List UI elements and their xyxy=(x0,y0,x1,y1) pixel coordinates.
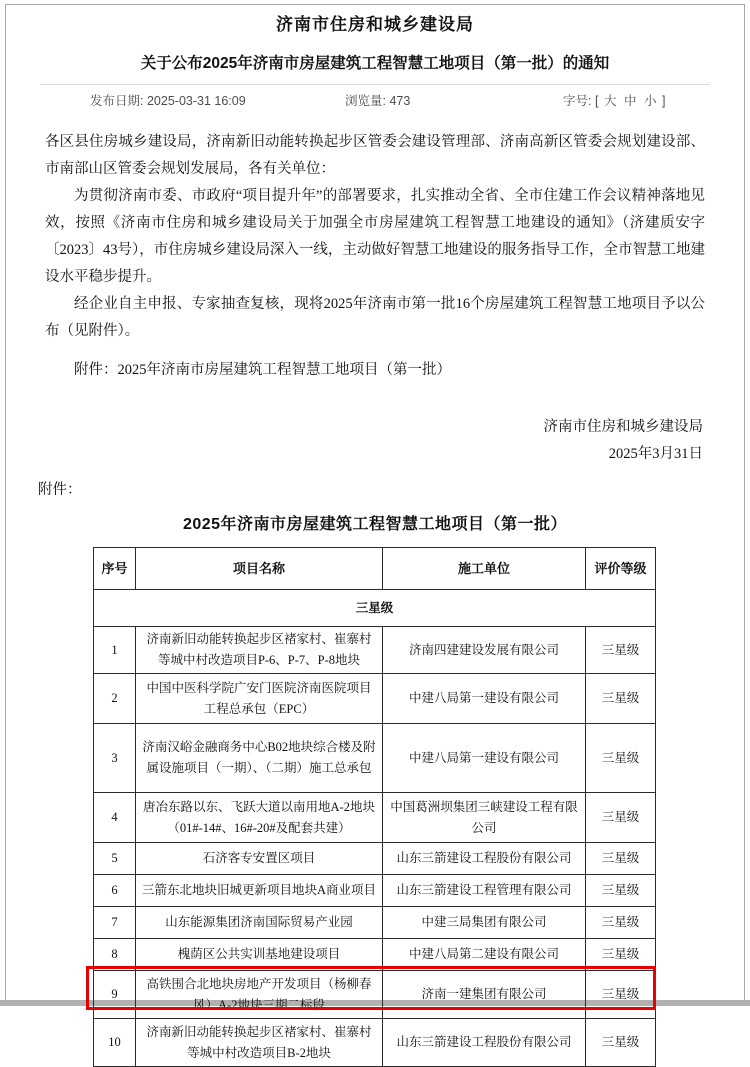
project-table xyxy=(93,547,656,1067)
table-header-row xyxy=(94,548,656,590)
cell-no: 7 xyxy=(94,907,136,939)
cell-grade: 三星级 xyxy=(586,971,656,1019)
cell-project: 三箭东北地块旧城更新项目地块A商业项目 xyxy=(136,875,383,907)
signature-block xyxy=(45,414,705,468)
group-row-three-star xyxy=(94,590,656,627)
cell-grade: 三星级 xyxy=(586,674,656,724)
site-title: 济南市住房和城乡建设局 xyxy=(276,15,474,34)
cell-company: 中建三局集团有限公司 xyxy=(383,907,586,939)
cell-company: 济南四建建设发展有限公司 xyxy=(383,627,586,674)
table-row xyxy=(94,627,656,674)
table-row xyxy=(94,939,656,971)
notice-body xyxy=(45,129,705,468)
body-paragraph-1: 为贯彻济南市委、市政府“项目提升年”的部署要求，扎实推动全省、全市住建工作会议精神落地见效，按照《济南市住房和城乡建设局关于加强全市房屋建筑工程智慧工地建设的通知》（济建质安字〔2023〕43号），市住房城乡建设局深入一线，主动做好智慧工地建设的服务指导工作，全市智慧工地建设水平稳步提升。 xyxy=(45,188,705,285)
view-count-value: 473 xyxy=(389,94,411,108)
cell-project: 槐荫区公共实训基地建设项目 xyxy=(136,939,383,971)
table-row xyxy=(94,674,656,724)
cell-grade: 三星级 xyxy=(586,793,656,843)
cell-project: 唐冶东路以东、飞跃大道以南用地A-2地块（01#-14#、16#-20#及配套共建） xyxy=(136,793,383,843)
meta-bar xyxy=(0,85,750,109)
table-row xyxy=(94,907,656,939)
publish-date xyxy=(90,91,246,109)
cell-grade: 三星级 xyxy=(586,939,656,971)
cell-grade: 三星级 xyxy=(586,843,656,875)
cell-company: 山东三箭建设工程股份有限公司 xyxy=(383,843,586,875)
signature-date: 2025年3月31日 xyxy=(608,446,703,462)
table-row-highlighted xyxy=(94,971,656,1019)
cell-project: 济南汉峪金融商务中心B02地块综合楼及附属设施项目（一期）、（二期）施工总承包 xyxy=(136,724,383,793)
cell-grade: 三星级 xyxy=(586,724,656,793)
cell-grade: 三星级 xyxy=(586,627,656,674)
font-size-control xyxy=(563,91,665,109)
project-table-wrap xyxy=(93,547,655,1067)
group-label: 三星级 xyxy=(94,590,656,627)
notice-title: 关于公布2025年济南市房屋建筑工程智慧工地项目（第一批）的通知 xyxy=(140,55,610,72)
cell-no: 4 xyxy=(94,793,136,843)
cell-company: 山东三箭建设工程管理有限公司 xyxy=(383,875,586,907)
cell-no: 3 xyxy=(94,724,136,793)
cell-no: 1 xyxy=(94,627,136,674)
cell-grade: 三星级 xyxy=(586,907,656,939)
cell-grade: 三星级 xyxy=(586,875,656,907)
header-company: 施工单位 xyxy=(383,548,586,590)
cell-project: 山东能源集团济南国际贸易产业园 xyxy=(136,907,383,939)
font-size-bracket-open: [ xyxy=(594,94,599,108)
table-row xyxy=(94,875,656,907)
font-size-bracket-close: ] xyxy=(661,94,666,108)
cell-no: 2 xyxy=(94,674,136,724)
table-row xyxy=(94,843,656,875)
font-size-medium-button[interactable]: 中 xyxy=(623,94,637,108)
cell-company: 中建八局第一建设有限公司 xyxy=(383,724,586,793)
font-size-large-button[interactable]: 大 xyxy=(603,94,617,108)
cell-company: 山东三箭建设工程股份有限公司 xyxy=(383,1019,586,1067)
cell-no: 8 xyxy=(94,939,136,971)
table-row xyxy=(94,1019,656,1067)
cell-company: 中国葛洲坝集团三峡建设工程有限公司 xyxy=(383,793,586,843)
attachment-table-title: 2025年济南市房屋建筑工程智慧工地项目（第一批） xyxy=(182,516,568,533)
view-count-label: 浏览量: xyxy=(345,94,386,108)
table-row xyxy=(94,793,656,843)
publish-date-label: 发布日期: xyxy=(90,94,144,108)
cell-project: 中国中医科学院广安门医院济南医院项目工程总承包（EPC） xyxy=(136,674,383,724)
cell-company: 济南一建集团有限公司 xyxy=(383,971,586,1019)
cell-company: 中建八局第一建设有限公司 xyxy=(383,674,586,724)
cell-project: 石济客专安置区项目 xyxy=(136,843,383,875)
header-project: 项目名称 xyxy=(136,548,383,590)
table-row xyxy=(94,724,656,793)
cell-company: 中建八局第二建设有限公司 xyxy=(383,939,586,971)
salutation-paragraph: 各区县住房城乡建设局，济南新旧动能转换起步区管委会建设管理部、济南高新区管委会规划建设部、市南部山区管委会规划发展局，各有关单位： xyxy=(45,134,705,177)
cell-project: 高铁围合北地块房地产开发项目（杨柳春风）A-2地块三期二标段 xyxy=(136,971,383,1019)
cell-no: 10 xyxy=(94,1019,136,1067)
signature-org: 济南市住房和城乡建设局 xyxy=(543,419,703,435)
body-paragraph-2: 经企业自主申报、专家抽查复核，现将2025年济南市第一批16个房屋建筑工程智慧工地项目予以公布（见附件）。 xyxy=(45,296,705,339)
cell-grade: 三星级 xyxy=(586,1019,656,1067)
publish-date-value: 2025-03-31 16:09 xyxy=(146,94,246,108)
cell-project: 济南新旧动能转换起步区褚家村、崔寨村等城中村改造项目B-2地块 xyxy=(136,1019,383,1067)
cell-no: 5 xyxy=(94,843,136,875)
attachment-reference: 附件：2025年济南市房屋建筑工程智慧工地项目（第一批） xyxy=(74,362,451,378)
view-count xyxy=(345,91,410,109)
header-grade: 评价等级 xyxy=(586,548,656,590)
font-size-small-button[interactable]: 小 xyxy=(643,94,657,108)
font-size-label: 字号: xyxy=(563,94,592,108)
attachment-label: 附件： xyxy=(38,482,82,498)
cell-project: 济南新旧动能转换起步区褚家村、崔寨村等城中村改造项目P-6、P-7、P-8地块 xyxy=(136,627,383,674)
cell-no: 9 xyxy=(94,971,136,1019)
header-no: 序号 xyxy=(94,548,136,590)
cell-no: 6 xyxy=(94,875,136,907)
